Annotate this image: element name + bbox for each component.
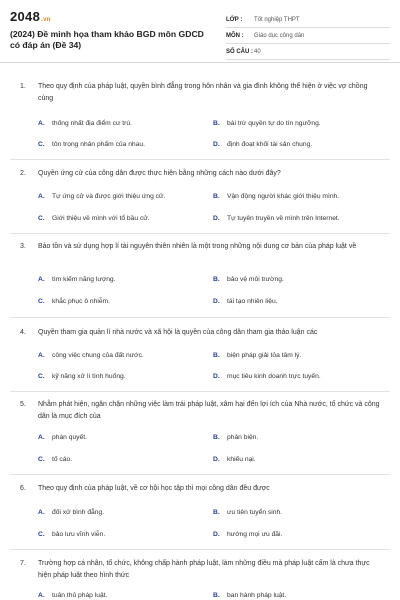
meta-value: 40 (254, 48, 261, 55)
meta-row-subject (226, 28, 390, 44)
question-text: Theo quy định của pháp luật, về cơ hội học tập thì mọi công dân đều được (38, 485, 270, 492)
exam-meta (226, 12, 390, 60)
page-header (0, 0, 400, 63)
meta-value: Giáo dục công dân (254, 32, 305, 39)
option-b[interactable]: B. phản biện. (213, 434, 259, 441)
option-c[interactable]: C. tôn trọng nhân phẩm của nhau. (38, 141, 145, 148)
option-a[interactable]: A. Tự ứng cử và được giới thiệu ứng cử. (38, 193, 166, 200)
question-divider (10, 317, 390, 318)
question-number: 4. (20, 329, 26, 336)
question-number: 7. (20, 560, 26, 567)
option-d[interactable]: D. hướng mọi ưu đãi. (213, 531, 283, 538)
question-text: Nhằm phát hiện, ngăn chặn những việc làm trái pháp luật, xâm hại đến lợi ích của Nhà nước, tổ chức và công dân là mục đích của (38, 401, 380, 420)
option-a[interactable]: A. phán quyết. (38, 434, 87, 441)
option-b[interactable]: B. bảo vệ môi trường. (213, 276, 284, 283)
meta-row-grade (226, 12, 390, 28)
option-a[interactable]: A. đối xử bình đẳng. (38, 509, 105, 516)
meta-label: SỐ CÂU : (226, 48, 253, 55)
option-c[interactable]: C. bảo lưu vĩnh viễn. (38, 531, 106, 538)
option-d[interactable]: D. tái tạo nhiên liệu. (213, 298, 278, 305)
question-number: 2. (20, 170, 26, 177)
option-b[interactable]: B. ưu tiên tuyển sinh. (213, 509, 283, 516)
question-divider (10, 391, 390, 392)
option-c[interactable]: C. Giới thiệu về mình với tổ bầu cử. (38, 215, 150, 222)
question-text: Bảo tồn và sử dụng hợp lí tài nguyên thiên nhiên là một trong những nội dung cơ bản của pháp luật về (38, 243, 357, 250)
option-c[interactable]: C. tố cáo. (38, 456, 73, 463)
question-text: Theo quy định của pháp luật, quyền bình đẳng trong hôn nhân và gia đình không thể hiện ở việc vợ chồng cùng (38, 83, 368, 102)
question-divider (10, 549, 390, 550)
option-b[interactable]: B. bài trừ quyền tự do tín ngưỡng. (213, 120, 321, 127)
meta-label: LỚP : (226, 16, 243, 23)
option-d[interactable]: D. khiếu nại. (213, 456, 256, 463)
option-d[interactable]: D. Tự tuyên truyền về mình trên Internet. (213, 215, 340, 222)
option-b[interactable]: B. Vận động người khác giới thiệu mình. (213, 193, 340, 200)
option-a[interactable]: A. tìm kiếm năng lượng. (38, 276, 116, 283)
option-a[interactable]: A. công việc chung của đất nước. (38, 352, 144, 359)
question-text: Quyền tham gia quản lí nhà nước và xã hội là quyền của công dân tham gia thảo luận các (38, 329, 318, 336)
question-text: Quyền ứng cử của công dân được thực hiện bằng những cách nào dưới đây? (38, 170, 281, 177)
option-c[interactable]: C. kỹ năng xử lí tình huống. (38, 373, 126, 380)
option-a[interactable]: A. thống nhất địa điểm cư trú. (38, 120, 132, 127)
option-c[interactable]: C. khắc phục ô nhiễm. (38, 298, 110, 305)
option-b[interactable]: B. ban hành pháp luật. (213, 592, 287, 599)
site-logo[interactable]: 2048.vn (10, 9, 51, 24)
meta-value: Tốt nghiệp THPT (254, 16, 300, 23)
question-divider (10, 159, 390, 160)
question-number: 1. (20, 83, 26, 90)
option-b[interactable]: B. biện pháp giải tỏa tâm lý. (213, 352, 302, 359)
question-text: Trường hợp cá nhân, tổ chức, không chấp hành pháp luật, làm những điều mà pháp luật cấm là chưa thực hiện pháp luật theo hình thức (38, 560, 370, 579)
question-number: 3. (20, 243, 26, 250)
option-d[interactable]: D. mục tiêu kinh doanh trực tuyến. (213, 373, 321, 380)
question-divider (10, 233, 390, 234)
question-number: 5. (20, 401, 26, 408)
option-a[interactable]: A. tuân thủ pháp luật. (38, 592, 108, 599)
question-number: 6. (20, 485, 26, 492)
question-divider (10, 474, 390, 475)
option-d[interactable]: D. định đoạt khối tài sản chung. (213, 141, 313, 148)
page-title: (2024) Đề minh họa tham khảo BGD môn GDCD có đáp án (Đề 34) (10, 29, 204, 50)
meta-row-count (226, 44, 390, 60)
meta-label: MÔN : (226, 32, 244, 39)
